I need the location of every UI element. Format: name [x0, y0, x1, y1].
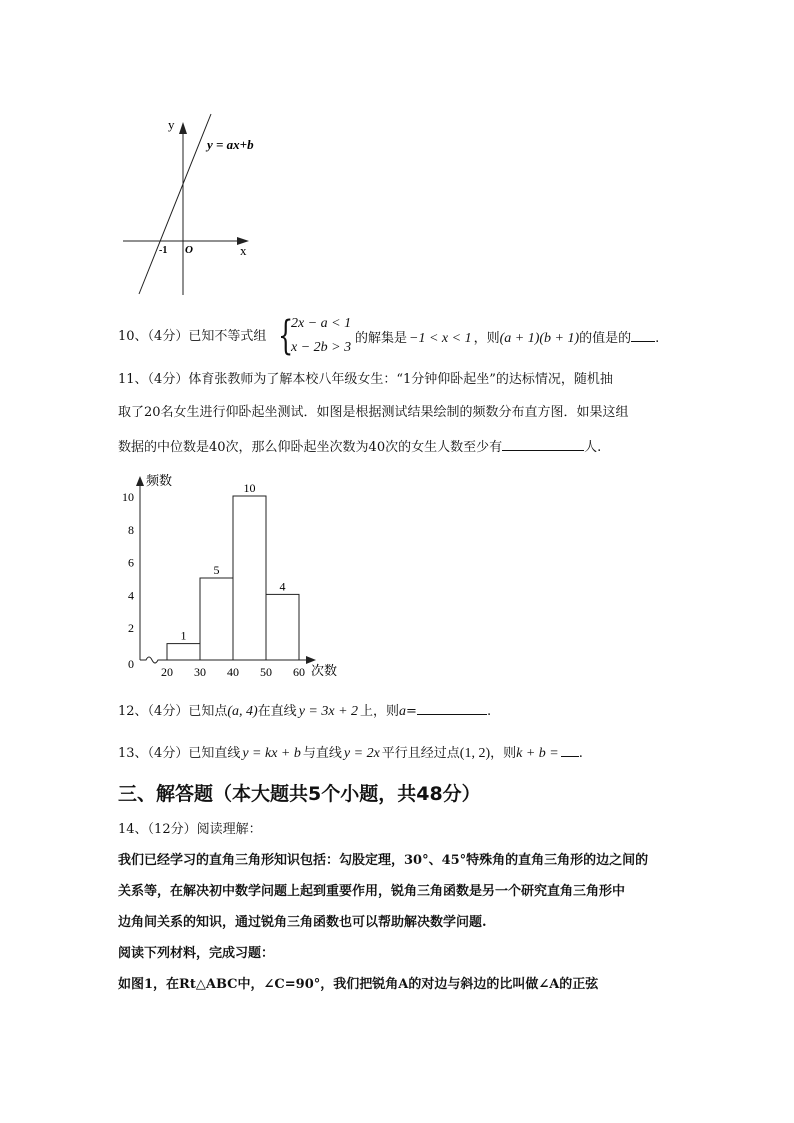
histogram-bar — [200, 578, 233, 660]
question-score: （4分） — [147, 746, 189, 761]
origin-label: O — [185, 244, 193, 256]
answer-blank[interactable] — [417, 700, 487, 715]
y-tick-label: 0 — [128, 657, 134, 671]
frequency-histogram — [112, 470, 352, 680]
y-axis-arrow — [136, 476, 144, 486]
linear-function-graph — [115, 110, 285, 300]
question-text: 在直线 — [257, 704, 297, 719]
question-14-paragraph-3: 边角间关系的知识，通过锐角三角函数也可以帮助解决数学问题. — [118, 915, 487, 930]
question-text: 的值是的 — [579, 331, 632, 346]
line-equation-label: y = ax+b — [207, 137, 254, 152]
question-text: 数据的中位数是40次，那么仰卧起坐次数为40次的女生人数至少有 — [118, 440, 503, 455]
question-text: 人. — [584, 440, 602, 455]
question-12 — [118, 700, 491, 722]
question-11-line-2: 取了20名女生进行仰卧起坐测试．如图是根据测试结果绘制的频数分布直方图．如果这组 — [118, 405, 629, 420]
question-14-header: 14、（12分）阅读理解： — [118, 822, 262, 837]
system-brace: { — [278, 313, 294, 359]
histogram-bar — [233, 496, 266, 660]
question-11-line-1: 11、（4分）体育张教师为了解本校八年级女生：“1分钟仰卧起坐”的达标情况，随机抽 — [118, 372, 613, 387]
question-number: 12、 — [118, 704, 148, 719]
question-score: （4分） — [147, 329, 189, 344]
question-14-paragraph-4: 阅读下列材料，完成习题： — [118, 946, 275, 961]
question-text: 上，则 — [360, 704, 400, 719]
period: . — [655, 331, 660, 346]
question-text: 已知点 — [188, 704, 228, 719]
period: . — [578, 746, 583, 761]
inequality-1: 2x − a < 1 — [291, 316, 352, 331]
question-14-paragraph-2: 关系等，在解决初中数学问题上起到重要作用，锐角三角函数是另一个研究直角三角形中 — [118, 884, 626, 899]
question-score: （4分） — [147, 704, 189, 719]
answer-blank[interactable] — [561, 742, 579, 757]
question-14-paragraph-5: 如图1，在Rt△ABC中，∠C=90°，我们把锐角A的对边与斜边的比叫做∠A的正弦 — [118, 977, 599, 992]
x-tick-label: 60 — [293, 665, 305, 679]
question-text: 与直线 — [302, 746, 342, 761]
question-text: 已知直线 — [188, 746, 241, 761]
question-text: 平行且经过点 — [381, 746, 460, 761]
inequality-2: x − 2b > 3 — [291, 340, 352, 355]
solution-set: −1 < x < 1 — [409, 331, 472, 346]
answer-blank[interactable] — [631, 327, 655, 342]
function-line — [139, 114, 211, 294]
x-axis-label: x — [240, 243, 247, 258]
question-11-line-3 — [118, 436, 601, 458]
expression: (a + 1)(b + 1) — [499, 331, 580, 346]
histogram-bar — [167, 644, 200, 660]
question-number: 13、 — [118, 746, 148, 761]
x-tick-label: 40 — [227, 665, 239, 679]
y-axis-label: y — [168, 117, 175, 132]
answer-blank[interactable] — [502, 436, 584, 451]
y-tick-label: 10 — [122, 490, 134, 504]
question-text: 的解集是 — [355, 331, 408, 346]
line-equation-1: y = kx + b — [242, 746, 301, 761]
x-axis-label: 次数 — [311, 663, 338, 678]
x-tick-label: 50 — [260, 665, 272, 679]
bar-value-label: 10 — [243, 481, 256, 495]
x-tick-label: 30 — [194, 665, 206, 679]
question-number: 10、 — [118, 329, 148, 344]
question-text: 已知不等式组 — [188, 329, 267, 344]
histogram-bar — [266, 594, 299, 660]
point-coordinates: (1, 2) — [459, 746, 491, 761]
y-tick-label: 8 — [128, 522, 134, 537]
y-tick-label: 2 — [128, 621, 134, 636]
y-axis-label: 频数 — [146, 473, 173, 488]
question-text: ，则 — [490, 746, 517, 761]
equals-sign: = — [406, 704, 417, 719]
y-tick-label: 6 — [128, 555, 134, 570]
bar-value-label: 1 — [180, 628, 187, 643]
bar-value-label: 4 — [279, 579, 286, 594]
y-tick-label: 4 — [128, 588, 134, 603]
y-axis-arrow — [179, 122, 187, 134]
line-equation: y = 3x + 2 — [298, 704, 359, 719]
point-coordinates: (a, 4) — [227, 704, 258, 719]
expression: k + b = — [516, 746, 559, 761]
question-13 — [118, 742, 583, 764]
variable: a — [399, 704, 407, 719]
x-tick-label: 20 — [161, 665, 173, 679]
x-intercept-label: -1 — [159, 245, 168, 256]
bar-value-label: 5 — [213, 563, 220, 577]
question-text: ，则 — [473, 331, 500, 346]
question-14-paragraph-1: 我们已经学习的直角三角形知识包括：勾股定理，30°、45°特殊角的直角三角形的边之间的 — [118, 853, 649, 868]
period: . — [486, 704, 492, 719]
section-title: 三、解答题（本大题共5个小题，共48分） — [118, 783, 481, 805]
line-equation-2: y = 2x — [343, 746, 380, 761]
